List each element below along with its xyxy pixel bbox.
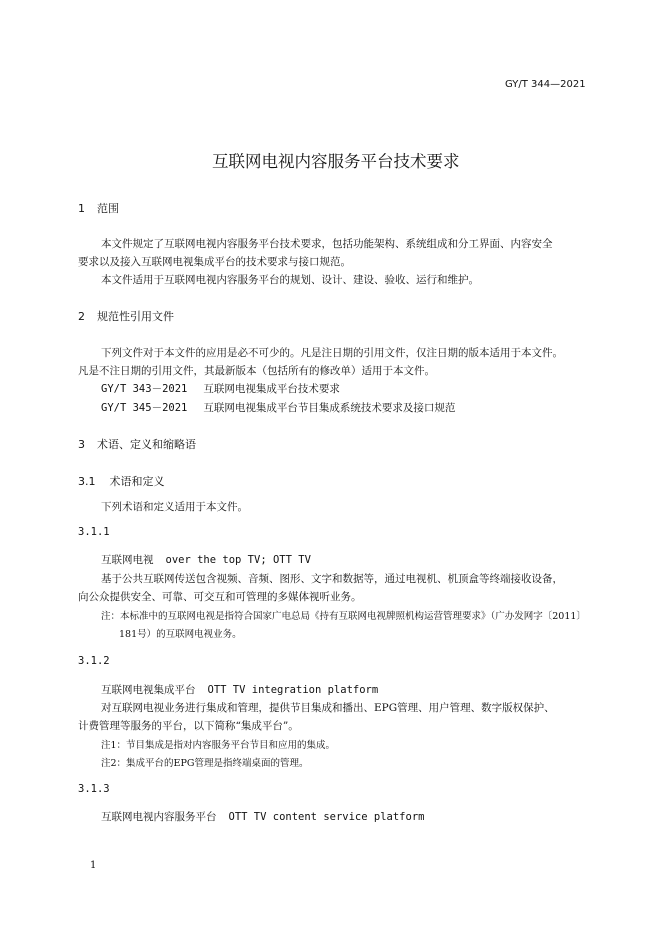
section-1-heading <box>78 200 119 216</box>
note-text: 181号）的互联网电视业务。 <box>119 629 242 640</box>
page-number: 1 <box>90 860 97 871</box>
reference-title: 互联网电视集成平台技术要求 <box>203 383 340 395</box>
term-heading <box>101 552 311 567</box>
term-heading <box>101 809 424 824</box>
note-text: 注1：节目集成是指对内容服务平台节目和应用的集成。 <box>101 740 336 751</box>
body-text: 下列文件对于本文件的应用是必不可少的。凡是注日期的引用文件，仅注日期的版本适用于本文件。 <box>101 347 563 359</box>
section-title: 范围 <box>97 202 119 215</box>
reference-code: GY/T 343－2021 <box>101 383 188 395</box>
definition-text: 基于公共互联网传送包含视频、音频、图形、文字和数据等，通过电视机、机顶盒等终端接收设备， <box>101 573 563 585</box>
section-2-heading <box>78 308 174 324</box>
definition-text: 计费管理等服务的平台，以下简称“集成平台”。 <box>78 720 299 732</box>
term-english: OTT TV content service platform <box>228 811 425 823</box>
definition-text: 对互联网电视业务进行集成和管理，提供节目集成和播出、EPG管理、用户管理、数字版权保护、 <box>101 702 555 714</box>
term-number: 3.1.3 <box>78 783 110 795</box>
term-chinese: 互联网电视内容服务平台 <box>101 811 217 823</box>
term-english: over the top TV; OTT TV <box>165 554 311 566</box>
body-text: 本文件规定了互联网电视内容服务平台技术要求，包括功能架构、系统组成和分工界面、内容安全 <box>101 238 553 250</box>
section-number: 1 <box>78 202 85 215</box>
term-number: 3.1.2 <box>78 655 110 667</box>
reference-item <box>101 381 340 396</box>
note-text: 注：本标准中的互联网电视是指符合国家广电总局《持有互联网电视牌照机构运营管理要求》（广办发网字〔2011〕 <box>101 611 586 622</box>
term-chinese: 互联网电视集成平台 <box>101 684 196 696</box>
note-text: 注2：集成平台的EPG管理是指终端桌面的管理。 <box>101 758 309 769</box>
subsection-3-1-heading <box>78 473 165 489</box>
body-text: 下列术语和定义适用于本文件。 <box>101 501 248 513</box>
term-chinese: 互联网电视 <box>101 554 154 566</box>
reference-code: GY/T 345－2021 <box>101 402 188 414</box>
document-code: GY/T 344—2021 <box>505 79 586 90</box>
body-text: 本文件适用于互联网电视内容服务平台的规划、设计、建设、验收、运行和维护。 <box>101 274 479 286</box>
definition-text: 向公众提供安全、可靠、可交互和可管理的多媒体视听业务。 <box>78 591 362 603</box>
subsection-number: 3.1 <box>78 475 96 488</box>
section-title: 规范性引用文件 <box>97 310 174 323</box>
body-text: 凡是不注日期的引用文件，其最新版本（包括所有的修改单）适用于本文件。 <box>78 365 435 377</box>
document-title: 互联网电视内容服务平台技术要求 <box>212 152 460 171</box>
section-title: 术语、定义和缩略语 <box>97 438 196 451</box>
term-heading <box>101 682 378 697</box>
section-number: 3 <box>78 438 85 451</box>
reference-title: 互联网电视集成平台节目集成系统技术要求及接口规范 <box>203 402 456 414</box>
body-text: 要求以及接入互联网电视集成平台的技术要求与接口规范。 <box>78 256 351 268</box>
subsection-title: 术语和定义 <box>109 475 165 488</box>
reference-item <box>101 400 455 415</box>
section-3-heading <box>78 436 196 452</box>
term-english: OTT TV integration platform <box>207 684 379 696</box>
section-number: 2 <box>78 310 85 323</box>
term-number: 3.1.1 <box>78 526 110 538</box>
